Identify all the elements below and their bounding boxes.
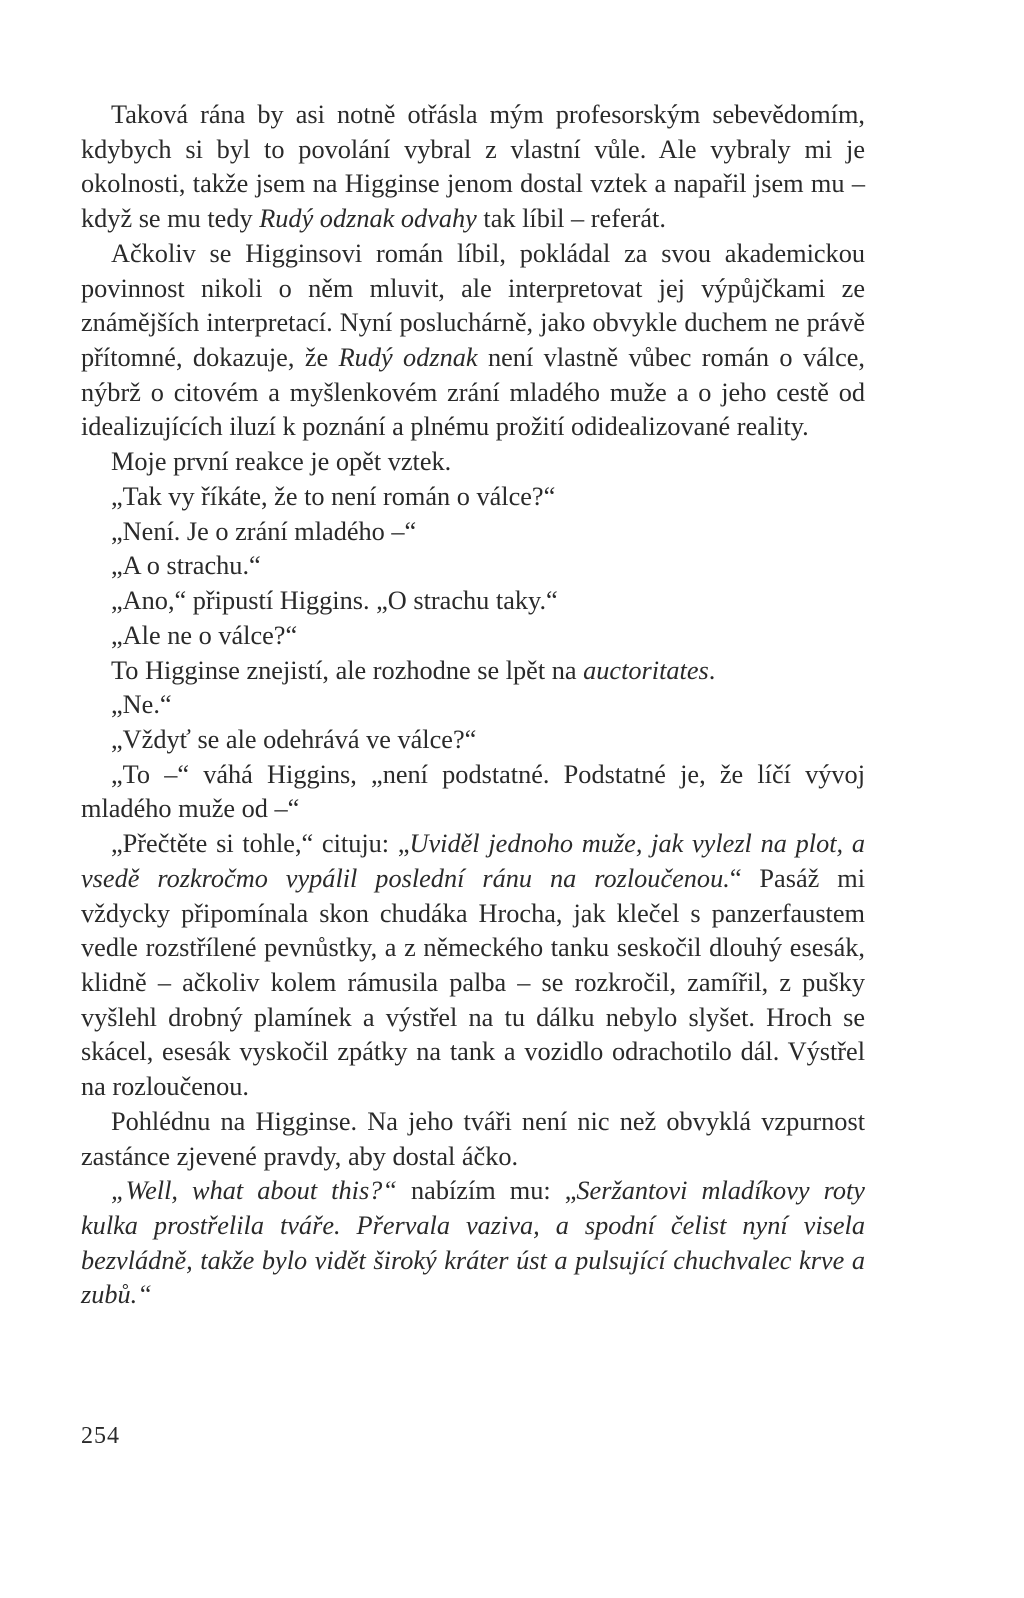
page-number: 254	[81, 1423, 120, 1449]
italic-text: Uviděl jednoho muže, jak vylezl na plot, a vsedě rozkročmo vypálil poslední ránu na rozloučenou.	[81, 829, 865, 893]
italic-text: Rudý odznak	[338, 343, 478, 373]
text-segment: “ Pasáž mi vždycky připomínala skon chudáka Hrocha, jak klečel s panzerfaustem vedle rozstřílené pevnůstky, a z německého tanku seskočil dlouhý esesák, klidně – ačkoliv kolem rámusila palba – se rozkročil, zamířil, z pušky vyšlehl drobný plamínek a výstřel na tu dálku nebylo slyšet. Hroch se skácel, esesák vyskočil zpátky na tank a vozidlo odrachotilo dál. Výstřel na rozloučenou.	[81, 863, 865, 1102]
paragraph	[81, 827, 865, 1105]
paragraph	[81, 688, 865, 723]
paragraph	[81, 723, 865, 758]
paragraph	[81, 515, 865, 550]
text-segment: Pohlédnu na Higginse. Na jeho tváři není nic než obvyklá vzpurnost zastánce zjevené pravdy, aby dostal áčko.	[81, 1106, 865, 1171]
paragraph	[81, 445, 865, 480]
italic-text: “	[137, 1280, 152, 1310]
body-text	[81, 98, 865, 1313]
paragraph	[81, 237, 865, 445]
text-segment: Moje první reakce je opět vztek.	[111, 447, 452, 477]
text-segment: nabízím mu: „	[396, 1176, 577, 1206]
text-segment: Ačkoliv se Higginsovi román líbil, pokládal za svou akademickou povinnost nikoli o něm mluvit, ale interpretovat jej výpůjčkami ze známějších interpretací. Nyní posluchárně, jako obvykle duchem ne právě přítomné, dokazuje, že	[81, 238, 865, 373]
text-segment: „A o strachu.“	[111, 551, 261, 581]
paragraph	[81, 98, 865, 237]
text-segment: „Ano,“ připustí Higgins. „O strachu taky.“	[111, 586, 558, 616]
paragraph	[81, 1174, 865, 1313]
text-segment: není vlastně vůbec román o válce, nýbrž o citovém a myšlenkovém zrání mladého muže a o jeho cestě od idealizujících iluzí k poznání a plnému prožití odidealizované reality.	[81, 343, 865, 442]
paragraph	[81, 584, 865, 619]
text-segment: „Není. Je o zrání mladého –“	[111, 516, 417, 546]
text-segment: „To –“ váhá Higgins, „není podstatné. Podstatné je, že líčí vývoj mladého muže od –“	[81, 759, 865, 824]
text-segment: „Přečtěte si tohle,“ cituju: „	[111, 829, 410, 859]
italic-text: Rudý odznak odvahy	[259, 204, 477, 234]
text-segment: tak líbil – referát.	[476, 204, 666, 234]
italic-text: auctoritates	[583, 655, 709, 685]
text-segment: To Higginse znejistí, ale rozhodne se lpět na	[111, 655, 584, 685]
paragraph	[81, 654, 865, 689]
text-segment: „Ne.“	[111, 690, 172, 720]
paragraph	[81, 549, 865, 584]
paragraph	[81, 758, 865, 827]
italic-text: „Well, what about this?“	[111, 1176, 397, 1206]
italic-text: Seržantovi mladíkovy roty kulka prostřelila tváře. Přervala vaziva, a spodní čelist nyní visela bezvládně, takže bylo vidět široký kráter úst a pulsující chuchvalec krve a zubů.	[81, 1176, 865, 1310]
text-segment: „Tak vy říkáte, že to není román o válce?“	[111, 481, 556, 511]
text-segment: Taková rána by asi notně otřásla mým profesorským sebevědomím, kdybych si byl to povolání vybral z vlastní vůle. Ale vybraly mi je okolnosti, takže jsem na Higginse jenom dostal vztek a napařil jsem mu – když se mu tedy	[81, 100, 865, 234]
text-segment: „Ale ne o válce?“	[111, 620, 298, 650]
paragraph	[81, 480, 865, 515]
paragraph	[81, 619, 865, 654]
text-segment: .	[708, 655, 716, 685]
text-segment: „Vždyť se ale odehrává ve válce?“	[111, 724, 477, 754]
paragraph	[81, 1105, 865, 1174]
